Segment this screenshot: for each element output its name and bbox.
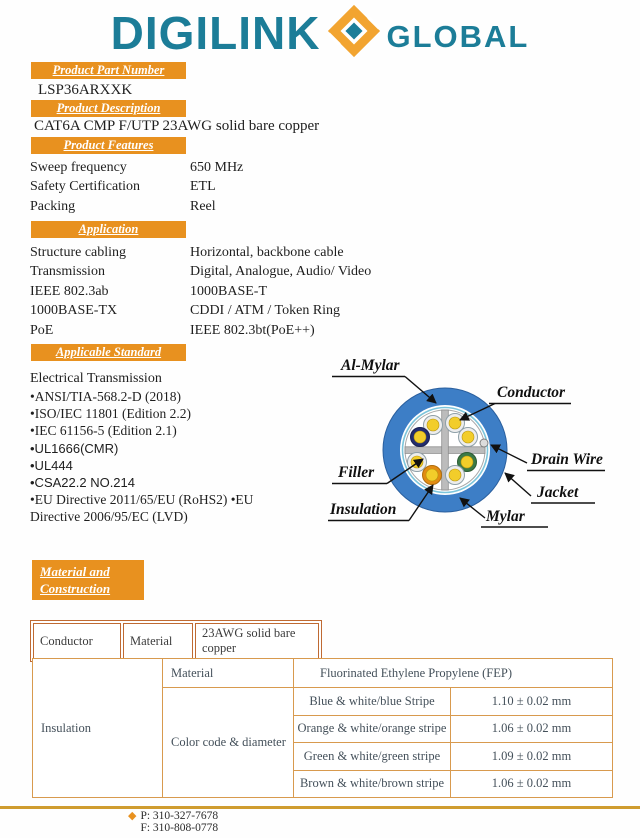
brand-logo bbox=[0, 2, 640, 64]
application-row bbox=[30, 323, 460, 342]
color-cell: Blue & white/blue Stripe bbox=[294, 688, 451, 716]
footer-contact bbox=[128, 810, 218, 834]
label-insulation: Insulation bbox=[330, 501, 397, 518]
feature-row bbox=[30, 199, 460, 218]
application-value: Digital, Analogue, Audio/ Video bbox=[190, 264, 372, 280]
feature-label: Packing bbox=[30, 198, 76, 214]
label-jacket: Jacket bbox=[537, 484, 579, 501]
application-value: Horizontal, backbone cable bbox=[190, 245, 344, 260]
label-al-mylar: Al-Mylar bbox=[341, 357, 400, 374]
label-filler: Filler bbox=[338, 464, 375, 481]
material-label-cell: Material bbox=[163, 659, 294, 688]
description-value: CAT6A CMP F/UTP 23AWG solid bare copper bbox=[34, 118, 320, 134]
section-heading-material-construction: Material and Construction bbox=[32, 560, 144, 600]
section-heading-standards: Applicable Standard bbox=[31, 344, 186, 361]
standard-item: •UL444 bbox=[30, 457, 73, 473]
drain-wire-dot bbox=[480, 439, 488, 447]
insulation-row-label: Insulation bbox=[33, 659, 163, 798]
application-label: PoE bbox=[30, 322, 54, 338]
cable-cross-section-diagram bbox=[325, 350, 640, 535]
label-mylar: Mylar bbox=[486, 508, 525, 525]
color-code-label-cell: Color code & diameter bbox=[163, 688, 294, 798]
application-value: CDDI / ATM / Token Ring bbox=[190, 303, 341, 319]
standard-item: •CSA22.2 NO.214 bbox=[30, 475, 135, 491]
label-drain-wire: Drain Wire bbox=[531, 451, 603, 468]
feature-row bbox=[30, 160, 460, 179]
diamond-icon: ◆ bbox=[128, 810, 137, 822]
material-value-cell: 23AWG solid bare copper bbox=[195, 623, 319, 659]
feature-value: ETL bbox=[190, 179, 216, 195]
insulation-table bbox=[32, 658, 613, 798]
footer-divider bbox=[0, 806, 640, 809]
table-row bbox=[33, 659, 613, 688]
application-value: 1000BASE-T bbox=[190, 283, 267, 299]
table-row bbox=[33, 623, 319, 659]
application-label: Structure cabling bbox=[30, 245, 127, 260]
application-row bbox=[30, 245, 460, 264]
diameter-cell: 1.10 ± 0.02 mm bbox=[451, 688, 613, 716]
part-number-value: LSP36ARXXK bbox=[38, 82, 133, 98]
application-row bbox=[30, 303, 460, 322]
standard-item: •ISO/IEC 11801 (Edition 2.2) bbox=[30, 406, 191, 422]
footer-fax: F: 310-808-0778 bbox=[140, 822, 219, 834]
brand-name-digilink: DIGILINK bbox=[110, 7, 321, 59]
standard-item: •IEC 61156-5 (Edition 2.1) bbox=[30, 423, 177, 439]
standards-intro: Electrical Transmission bbox=[30, 371, 162, 386]
features-list bbox=[30, 160, 460, 218]
application-value: IEEE 802.3bt(PoE++) bbox=[190, 322, 315, 338]
section-heading-description: Product Description bbox=[31, 100, 186, 117]
application-list bbox=[30, 245, 460, 342]
diameter-cell: 1.06 ± 0.02 mm bbox=[451, 715, 613, 743]
color-cell: Green & white/green stripe bbox=[294, 743, 451, 771]
feature-value: Reel bbox=[190, 198, 216, 214]
application-label: Transmission bbox=[30, 264, 105, 280]
feature-label: Sweep frequency bbox=[30, 160, 127, 175]
feature-label: Safety Certification bbox=[30, 179, 141, 195]
section-heading-part-number: Product Part Number bbox=[31, 62, 186, 79]
section-heading-application: Application bbox=[31, 221, 186, 238]
standard-item: •ANSI/TIA-568.2-D (2018) bbox=[30, 389, 181, 404]
feature-row bbox=[30, 179, 460, 198]
application-row bbox=[30, 284, 460, 303]
section-heading-features: Product Features bbox=[31, 137, 186, 154]
material-cell: Material bbox=[123, 623, 193, 659]
color-cell: Brown & white/brown stripe bbox=[294, 770, 451, 798]
diameter-cell: 1.06 ± 0.02 mm bbox=[451, 770, 613, 798]
conductor-table bbox=[30, 620, 322, 662]
label-conductor: Conductor bbox=[497, 384, 566, 401]
standards-list bbox=[30, 370, 330, 526]
application-label: 1000BASE-TX bbox=[30, 303, 118, 319]
conductor-cell: Conductor bbox=[33, 623, 121, 659]
application-label: IEEE 802.3ab bbox=[30, 283, 109, 299]
standard-item: •EU Directive 2011/65/EU (RoHS2) •EU Directive 2006/95/EC (LVD) bbox=[30, 492, 254, 525]
feature-value: 650 MHz bbox=[190, 160, 244, 175]
brand-name-global: GLOBAL bbox=[386, 19, 530, 54]
application-row bbox=[30, 264, 460, 283]
material-value-cell: Fluorinated Ethylene Propylene (FEP) bbox=[294, 659, 613, 688]
color-cell: Orange & white/orange stripe bbox=[294, 715, 451, 743]
footer-phone: P: 310-327-7678 bbox=[140, 810, 219, 822]
diameter-cell: 1.09 ± 0.02 mm bbox=[451, 743, 613, 771]
standard-item: •UL1666(CMR) bbox=[30, 440, 119, 456]
brand-diamond-icon bbox=[327, 4, 381, 63]
